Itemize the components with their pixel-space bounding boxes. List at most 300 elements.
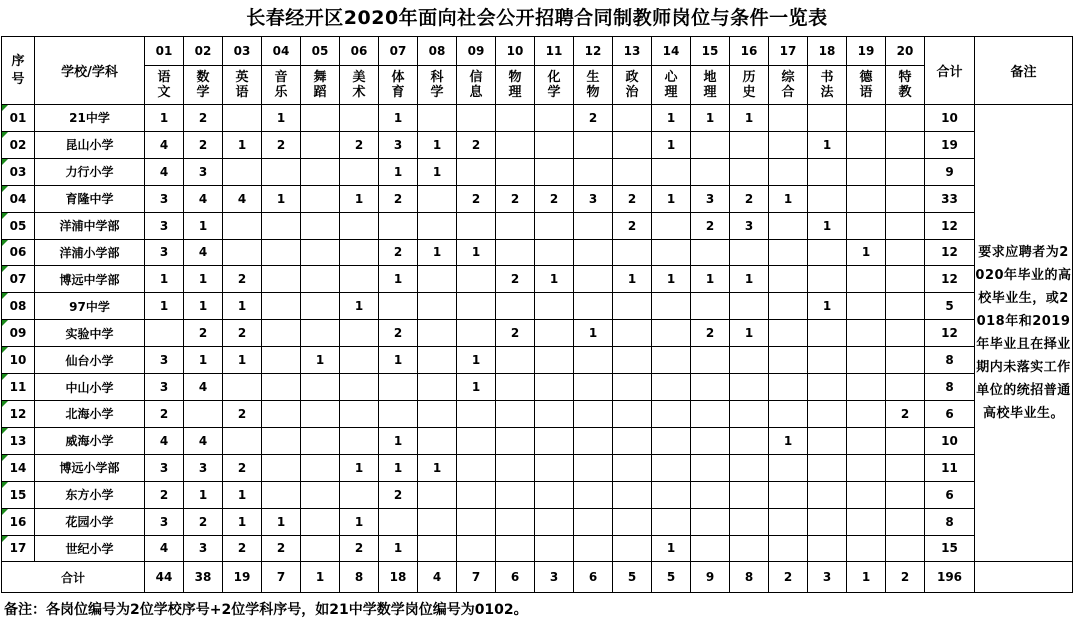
subject-code: 17 <box>769 37 808 66</box>
subject-name: 语文 <box>145 66 184 105</box>
count-cell <box>730 508 769 535</box>
table-row <box>2 454 1073 481</box>
row-total: 10 <box>925 427 975 454</box>
count-cell <box>418 481 457 508</box>
count-cell <box>340 266 379 293</box>
count-cell: 3 <box>730 212 769 239</box>
count-cell <box>886 212 925 239</box>
count-cell <box>574 266 613 293</box>
count-cell: 4 <box>223 185 262 212</box>
count-cell <box>691 454 730 481</box>
count-cell <box>301 158 340 185</box>
count-cell: 2 <box>496 185 535 212</box>
count-cell <box>301 293 340 320</box>
count-cell <box>301 212 340 239</box>
count-cell <box>652 239 691 266</box>
count-cell <box>496 212 535 239</box>
count-cell <box>574 535 613 562</box>
count-cell: 3 <box>145 508 184 535</box>
count-cell <box>535 400 574 427</box>
count-cell: 2 <box>223 320 262 347</box>
subject-code: 03 <box>223 37 262 66</box>
count-cell <box>886 508 925 535</box>
count-cell <box>574 293 613 320</box>
count-cell: 3 <box>145 185 184 212</box>
count-cell <box>418 427 457 454</box>
count-cell <box>847 535 886 562</box>
count-cell <box>808 347 847 374</box>
count-cell <box>262 212 301 239</box>
count-cell <box>418 508 457 535</box>
count-cell <box>886 131 925 158</box>
count-cell <box>652 347 691 374</box>
count-cell <box>379 400 418 427</box>
count-cell <box>223 105 262 132</box>
count-cell <box>301 454 340 481</box>
count-cell <box>886 239 925 266</box>
subject-total: 38 <box>184 562 223 593</box>
table-row <box>2 239 1073 266</box>
count-cell <box>691 508 730 535</box>
count-cell: 1 <box>184 293 223 320</box>
count-cell <box>613 158 652 185</box>
count-cell <box>301 481 340 508</box>
count-cell <box>613 239 652 266</box>
count-cell: 1 <box>379 266 418 293</box>
row-total: 12 <box>925 320 975 347</box>
row-school: 洋浦中学部 <box>35 212 145 239</box>
count-cell: 4 <box>184 427 223 454</box>
row-school: 中山小学 <box>35 374 145 401</box>
count-cell: 1 <box>457 347 496 374</box>
count-cell <box>808 239 847 266</box>
count-cell <box>457 400 496 427</box>
count-cell <box>730 293 769 320</box>
count-cell: 1 <box>223 293 262 320</box>
count-cell: 1 <box>652 266 691 293</box>
count-cell: 3 <box>145 347 184 374</box>
count-cell <box>652 508 691 535</box>
count-cell <box>301 400 340 427</box>
row-school: 21中学 <box>35 105 145 132</box>
count-cell <box>262 400 301 427</box>
row-school: 世纪小学 <box>35 535 145 562</box>
count-cell <box>574 508 613 535</box>
count-cell: 1 <box>340 293 379 320</box>
count-cell <box>379 508 418 535</box>
count-cell: 2 <box>262 535 301 562</box>
subject-total: 6 <box>574 562 613 593</box>
count-cell <box>886 185 925 212</box>
count-cell <box>262 293 301 320</box>
count-cell <box>496 293 535 320</box>
count-cell <box>769 320 808 347</box>
count-cell <box>847 508 886 535</box>
count-cell <box>808 266 847 293</box>
count-cell: 2 <box>184 320 223 347</box>
count-cell: 1 <box>418 158 457 185</box>
count-cell: 2 <box>496 266 535 293</box>
count-cell: 1 <box>457 374 496 401</box>
row-total: 5 <box>925 293 975 320</box>
count-cell <box>613 535 652 562</box>
subject-total: 6 <box>496 562 535 593</box>
row-total: 6 <box>925 400 975 427</box>
count-cell: 1 <box>691 266 730 293</box>
count-cell <box>340 374 379 401</box>
count-cell: 3 <box>145 454 184 481</box>
count-cell: 1 <box>418 454 457 481</box>
count-cell <box>496 158 535 185</box>
count-cell: 2 <box>184 131 223 158</box>
count-cell <box>223 427 262 454</box>
row-seq: 06 <box>2 239 35 266</box>
row-school: 洋浦小学部 <box>35 239 145 266</box>
count-cell: 1 <box>145 105 184 132</box>
row-total: 6 <box>925 481 975 508</box>
count-cell: 2 <box>457 185 496 212</box>
count-cell <box>301 374 340 401</box>
subject-name: 历史 <box>730 66 769 105</box>
row-school: 力行小学 <box>35 158 145 185</box>
count-cell <box>613 427 652 454</box>
count-cell <box>496 454 535 481</box>
subject-total: 44 <box>145 562 184 593</box>
count-cell: 2 <box>379 481 418 508</box>
count-cell <box>418 293 457 320</box>
subject-total: 5 <box>613 562 652 593</box>
count-cell <box>379 374 418 401</box>
count-cell: 3 <box>379 131 418 158</box>
row-seq: 05 <box>2 212 35 239</box>
count-cell <box>418 347 457 374</box>
count-cell: 1 <box>730 320 769 347</box>
count-cell: 2 <box>184 105 223 132</box>
table-row <box>2 374 1073 401</box>
count-cell <box>652 320 691 347</box>
count-cell: 3 <box>184 454 223 481</box>
count-cell: 2 <box>691 212 730 239</box>
count-cell <box>847 293 886 320</box>
count-cell <box>223 158 262 185</box>
subject-name: 体育 <box>379 66 418 105</box>
subject-code: 11 <box>535 37 574 66</box>
subject-total: 1 <box>847 562 886 593</box>
count-cell <box>535 239 574 266</box>
subject-name: 生物 <box>574 66 613 105</box>
count-cell: 2 <box>145 400 184 427</box>
row-seq: 12 <box>2 400 35 427</box>
count-cell <box>301 535 340 562</box>
count-cell <box>418 320 457 347</box>
count-cell: 2 <box>223 535 262 562</box>
count-cell: 4 <box>145 131 184 158</box>
subject-code: 16 <box>730 37 769 66</box>
subject-name: 地理 <box>691 66 730 105</box>
count-cell <box>847 374 886 401</box>
count-cell: 1 <box>340 508 379 535</box>
count-cell <box>418 212 457 239</box>
count-cell: 3 <box>184 158 223 185</box>
count-cell <box>457 508 496 535</box>
count-cell <box>262 158 301 185</box>
subject-name: 综合 <box>769 66 808 105</box>
row-school: 北海小学 <box>35 400 145 427</box>
count-cell: 1 <box>223 131 262 158</box>
count-cell <box>535 454 574 481</box>
count-cell <box>613 105 652 132</box>
subject-code: 19 <box>847 37 886 66</box>
row-school: 东方小学 <box>35 481 145 508</box>
row-seq: 13 <box>2 427 35 454</box>
row-seq: 04 <box>2 185 35 212</box>
count-cell <box>301 105 340 132</box>
count-cell <box>496 400 535 427</box>
count-cell <box>262 374 301 401</box>
count-cell: 1 <box>808 293 847 320</box>
count-cell <box>574 374 613 401</box>
count-cell <box>847 266 886 293</box>
count-cell <box>262 266 301 293</box>
count-cell <box>613 131 652 158</box>
count-cell: 1 <box>847 239 886 266</box>
count-cell <box>808 105 847 132</box>
count-cell: 1 <box>808 212 847 239</box>
count-cell <box>496 427 535 454</box>
count-cell <box>340 158 379 185</box>
count-cell <box>808 508 847 535</box>
subject-code: 09 <box>457 37 496 66</box>
subject-total: 7 <box>262 562 301 593</box>
count-cell: 1 <box>652 535 691 562</box>
count-cell <box>886 266 925 293</box>
count-cell: 2 <box>379 185 418 212</box>
count-cell <box>613 320 652 347</box>
count-cell <box>223 212 262 239</box>
count-cell <box>652 454 691 481</box>
count-cell: 1 <box>535 266 574 293</box>
count-cell <box>301 266 340 293</box>
count-cell: 2 <box>340 131 379 158</box>
count-cell <box>301 427 340 454</box>
grand-total: 196 <box>925 562 975 593</box>
count-cell <box>847 320 886 347</box>
count-cell <box>262 320 301 347</box>
count-cell: 1 <box>769 185 808 212</box>
count-cell <box>535 481 574 508</box>
row-school: 实验中学 <box>35 320 145 347</box>
school-header: 学校/学科 <box>35 37 145 105</box>
row-total: 8 <box>925 508 975 535</box>
count-cell <box>457 535 496 562</box>
count-cell <box>496 508 535 535</box>
row-seq: 03 <box>2 158 35 185</box>
count-cell: 1 <box>613 266 652 293</box>
total-header: 合计 <box>925 37 975 105</box>
count-cell <box>691 239 730 266</box>
subject-name: 化学 <box>535 66 574 105</box>
subject-code: 13 <box>613 37 652 66</box>
count-cell <box>496 131 535 158</box>
count-cell <box>574 131 613 158</box>
count-cell: 4 <box>145 535 184 562</box>
count-cell <box>340 427 379 454</box>
count-cell: 2 <box>223 400 262 427</box>
count-cell: 2 <box>496 320 535 347</box>
count-cell: 1 <box>418 131 457 158</box>
subject-code: 15 <box>691 37 730 66</box>
row-seq: 07 <box>2 266 35 293</box>
count-cell <box>769 212 808 239</box>
count-cell: 2 <box>886 400 925 427</box>
count-cell <box>691 481 730 508</box>
count-cell <box>457 320 496 347</box>
count-cell <box>184 400 223 427</box>
subject-total: 9 <box>691 562 730 593</box>
row-total: 12 <box>925 266 975 293</box>
count-cell <box>418 105 457 132</box>
subject-code: 07 <box>379 37 418 66</box>
totals-remark-empty <box>975 562 1073 593</box>
count-cell: 1 <box>418 239 457 266</box>
table-row <box>2 427 1073 454</box>
count-cell <box>730 239 769 266</box>
row-total: 19 <box>925 131 975 158</box>
count-cell <box>730 400 769 427</box>
count-cell: 4 <box>145 427 184 454</box>
row-school: 博远中学部 <box>35 266 145 293</box>
count-cell <box>769 158 808 185</box>
table-row <box>2 266 1073 293</box>
count-cell: 4 <box>184 239 223 266</box>
subject-name: 物理 <box>496 66 535 105</box>
count-cell: 2 <box>613 185 652 212</box>
count-cell <box>262 454 301 481</box>
table-row <box>2 105 1073 132</box>
count-cell: 2 <box>730 185 769 212</box>
subject-total: 5 <box>652 562 691 593</box>
count-cell <box>574 239 613 266</box>
count-cell <box>808 535 847 562</box>
row-school: 育隆中学 <box>35 185 145 212</box>
count-cell: 1 <box>652 185 691 212</box>
count-cell <box>847 105 886 132</box>
count-cell: 1 <box>379 347 418 374</box>
subject-name: 信息 <box>457 66 496 105</box>
subject-name: 德语 <box>847 66 886 105</box>
count-cell <box>886 481 925 508</box>
count-cell <box>262 347 301 374</box>
count-cell <box>457 427 496 454</box>
count-cell <box>730 347 769 374</box>
count-cell <box>691 427 730 454</box>
table-title: 长春经开区2020年面向社会公开招聘合同制教师岗位与条件一览表 <box>246 7 828 29</box>
seq-header: 序号 <box>2 37 35 105</box>
count-cell <box>808 185 847 212</box>
count-cell <box>730 427 769 454</box>
count-cell <box>808 374 847 401</box>
count-cell <box>886 158 925 185</box>
count-cell <box>730 131 769 158</box>
count-cell <box>535 293 574 320</box>
row-seq: 10 <box>2 347 35 374</box>
row-school: 威海小学 <box>35 427 145 454</box>
recruitment-table <box>1 36 1073 593</box>
count-cell <box>535 131 574 158</box>
count-cell <box>535 320 574 347</box>
count-cell <box>613 481 652 508</box>
count-cell <box>574 347 613 374</box>
count-cell <box>613 347 652 374</box>
count-cell <box>769 105 808 132</box>
row-seq: 01 <box>2 105 35 132</box>
count-cell <box>808 427 847 454</box>
row-total: 10 <box>925 105 975 132</box>
count-cell <box>340 481 379 508</box>
subject-total: 3 <box>535 562 574 593</box>
count-cell <box>379 293 418 320</box>
row-seq: 02 <box>2 131 35 158</box>
subject-code: 12 <box>574 37 613 66</box>
count-cell: 1 <box>184 481 223 508</box>
count-cell: 2 <box>691 320 730 347</box>
table-row <box>2 347 1073 374</box>
table-row <box>2 185 1073 212</box>
subject-code: 18 <box>808 37 847 66</box>
count-cell: 1 <box>379 535 418 562</box>
subject-total: 1 <box>301 562 340 593</box>
count-cell <box>847 212 886 239</box>
count-cell: 2 <box>262 131 301 158</box>
count-cell: 1 <box>808 131 847 158</box>
row-total: 15 <box>925 535 975 562</box>
count-cell <box>262 427 301 454</box>
count-cell: 1 <box>145 266 184 293</box>
count-cell <box>847 185 886 212</box>
count-cell <box>418 400 457 427</box>
subject-name: 美术 <box>340 66 379 105</box>
count-cell <box>691 158 730 185</box>
count-cell <box>769 535 808 562</box>
subject-code: 06 <box>340 37 379 66</box>
count-cell: 4 <box>145 158 184 185</box>
subject-total: 7 <box>457 562 496 593</box>
row-school: 昆山小学 <box>35 131 145 158</box>
count-cell <box>769 374 808 401</box>
count-cell <box>418 266 457 293</box>
count-cell: 1 <box>379 158 418 185</box>
table-row <box>2 508 1073 535</box>
count-cell <box>145 320 184 347</box>
count-cell: 1 <box>223 481 262 508</box>
row-total: 12 <box>925 212 975 239</box>
count-cell <box>847 427 886 454</box>
count-cell <box>691 374 730 401</box>
subject-code: 02 <box>184 37 223 66</box>
count-cell: 1 <box>652 131 691 158</box>
count-cell <box>769 293 808 320</box>
count-cell <box>574 158 613 185</box>
count-cell <box>223 374 262 401</box>
count-cell: 1 <box>301 347 340 374</box>
subject-name: 特教 <box>886 66 925 105</box>
count-cell <box>613 400 652 427</box>
count-cell <box>340 320 379 347</box>
row-total: 33 <box>925 185 975 212</box>
totals-label: 合计 <box>2 562 145 593</box>
subject-code: 10 <box>496 37 535 66</box>
count-cell <box>457 212 496 239</box>
